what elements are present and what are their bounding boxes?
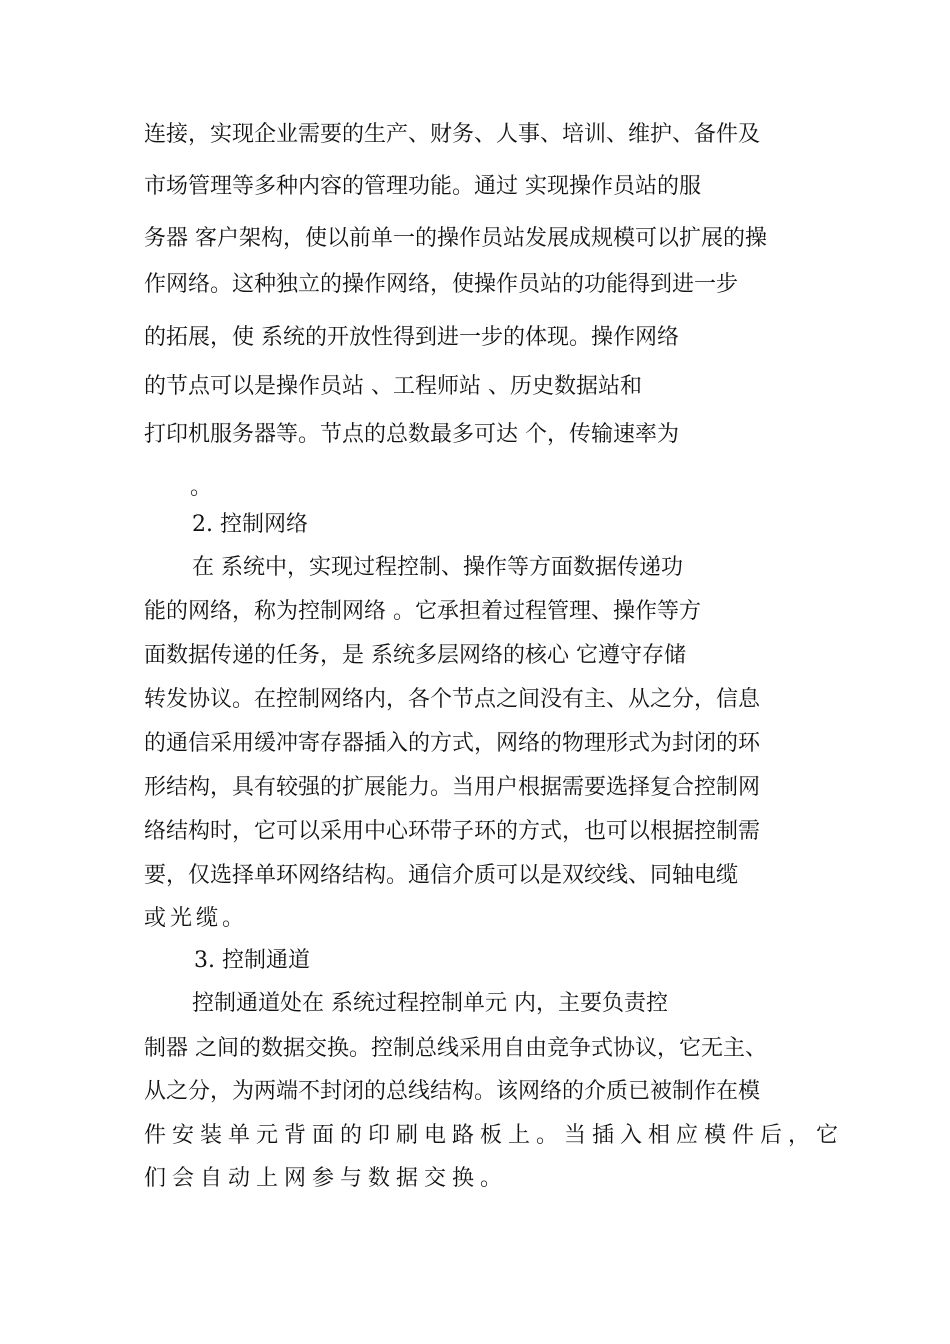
text-line-2: 市场管理等多种内容的管理功能。通过 实现操作员站的服 bbox=[144, 174, 701, 199]
text-line-15: 络结构时，它可以采用中心环带子环的方式，也可以根据控制需 bbox=[144, 819, 761, 844]
text-line-16: 要，仅选择单环网络结构。通信介质可以是双绞线、同轴电缆 bbox=[144, 863, 739, 888]
text-line-6: 的节点可以是操作员站 、工程师站 、历史数据站和 bbox=[144, 374, 642, 399]
text-line-3: 务器 客户架构，使以前单一的操作员站发展成规模可以扩展的操 bbox=[144, 226, 767, 251]
text-line-14: 形结构，具有较强的扩展能力。当用户根据需要选择复合控制网 bbox=[144, 775, 761, 800]
text-line-10: 能的网络，称为控制网络 。它承担着过程管理、操作等方 bbox=[144, 599, 701, 624]
text-line-17: 或光缆。 bbox=[144, 906, 249, 931]
text-line-8: 。 bbox=[190, 475, 213, 500]
text-line-1: 连接，实现企业需要的生产、财务、人事、培训、维护、备件及 bbox=[144, 122, 761, 147]
text-line-9: 在 系统中，实现过程控制、操作等方面数据传递功 bbox=[192, 555, 683, 580]
text-line-21: 件安装单元背面的印刷电路板上。当插入相应模件后，它 bbox=[144, 1123, 845, 1148]
section-heading-control-network: 2. 控制网络 bbox=[192, 512, 308, 537]
text-line-18: 控制通道处在 系统过程控制单元 内，主要负责控 bbox=[192, 991, 668, 1016]
text-line-12: 转发协议。在控制网络内，各个节点之间没有主、从之分，信息 bbox=[144, 687, 761, 712]
text-line-20: 从之分，为两端不封闭的总线结构。该网络的介质已被制作在模 bbox=[144, 1079, 761, 1104]
text-line-7: 打印机服务器等。节点的总数最多可达 个，传输速率为 bbox=[144, 422, 679, 447]
text-line-11: 面数据传递的任务，是 系统多层网络的核心 它遵守存储 bbox=[144, 643, 686, 668]
text-line-4: 作网络。这种独立的操作网络，使操作员站的功能得到进一步 bbox=[144, 272, 739, 297]
text-line-22: 们会自动上网参与数据交换。 bbox=[144, 1166, 509, 1191]
text-line-13: 的通信采用缓冲寄存器插入的方式，网络的物理形式为封闭的环 bbox=[144, 731, 761, 756]
text-line-19: 制器 之间的数据交换。控制总线采用自由竞争式协议，它无主、 bbox=[144, 1036, 767, 1061]
section-heading-control-channel: 3. 控制通道 bbox=[194, 948, 310, 973]
text-line-5: 的拓展，使 系统的开放性得到进一步的体现。操作网络 bbox=[144, 325, 679, 350]
